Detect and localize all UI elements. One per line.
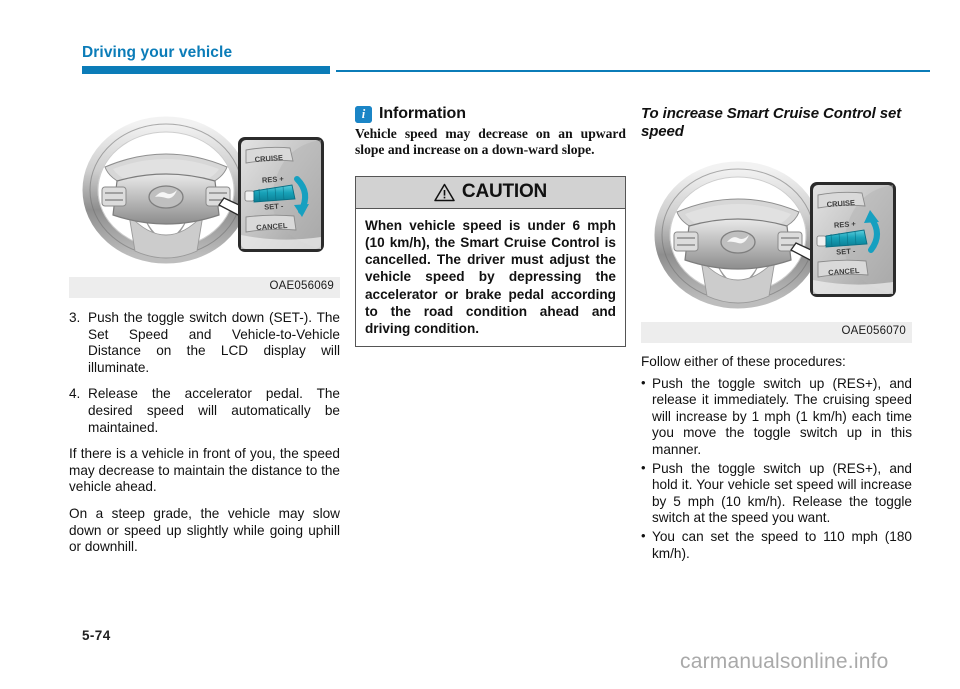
header-rule-line [336,70,930,72]
figure-left-code: OAE056069 [269,280,334,292]
figure-left [69,105,340,298]
column-right [641,105,912,564]
steering-wheel-diagram-res-up [641,150,912,322]
numbered-item-3-text: Push the toggle switch down (SET-). The Set Speed and Vehicle-to-Vehicle Distance on the LCD display will illuminate. [88,310,340,375]
numbered-item-4-text: Release the accelerator pedal. The desired speed will automatically be maintained. [88,386,340,435]
svg-text:RES +: RES + [261,174,285,185]
info-icon: i [355,106,372,123]
numbered-item-3-number: 3. [69,310,81,325]
bullet-text-1: Push the toggle switch up (RES+), and release it immediately. The cruising speed will increase by 1 mph (1 km/h) each time you move the toggle switch up in this manner. [652,375,912,457]
bullet-item-1 [641,376,912,459]
caution-header [355,176,626,209]
numbered-item-4 [69,386,340,436]
header-accent-bar [82,66,330,74]
figure-right-image [641,150,912,322]
bullet-marker-3: • [641,527,646,543]
numbered-item-3 [69,310,340,376]
warning-triangle-icon [434,183,455,202]
bullet-text-2: Push the toggle switch up (RES+), and hold it. Your vehicle set speed will increase by 5 mph (10 km/h). Release the toggle switch at the speed you want. [652,460,912,526]
caution-block [355,176,626,347]
paragraph-vehicle-in-front: If there is a vehicle in front of you, the speed may decrease to maintain the distance to the vehicle ahead. [69,446,340,495]
bullet-item-3 [641,529,912,562]
caution-body: When vehicle speed is under 6 mph (10 km/h), the Smart Cruise Control is cancelled. The driver must adjust the vehicle speed by depressing the accelerator or brake pedal according to the road condition ahead and driving condition. [355,209,626,347]
page-header-title: Driving your vehicle [82,44,233,61]
information-body: Vehicle speed may decrease on an upward slope and increase on a down-ward slope. [355,126,626,158]
column-left [69,105,340,556]
information-title: Information [379,105,466,122]
bullet-marker-2: • [641,459,646,475]
procedures-intro: Follow either of these procedures: [641,354,846,369]
figure-left-caption [69,277,340,298]
svg-text:CANCEL: CANCEL [255,220,288,233]
information-header [355,105,626,123]
figure-right [641,150,912,343]
figure-right-caption [641,322,912,343]
svg-text:CRUISE: CRUISE [826,198,856,209]
figure-left-image [69,105,340,277]
column-middle [355,105,626,347]
svg-text:CRUISE: CRUISE [254,153,284,164]
numbered-item-4-number: 4. [69,386,81,402]
svg-text:SET -: SET - [263,201,284,212]
bullet-marker-1: • [641,374,646,390]
steering-wheel-diagram-set-down [69,105,340,277]
page-number: 5-74 [82,628,111,643]
caution-title: CAUTION [461,181,548,203]
bullet-item-2 [641,461,912,527]
svg-text:CANCEL: CANCEL [827,265,860,278]
section-heading-increase-speed: To increase Smart Cruise Control set speed [641,105,902,140]
svg-text:SET -: SET - [835,246,856,257]
svg-text:RES +: RES + [833,219,857,230]
paragraph-steep-grade: On a steep grade, the vehicle may slow down or speed up slightly while going uphill or downhill. [69,505,340,555]
information-block [355,105,626,159]
bullet-text-3: You can set the speed to 110 mph (180 km/h). [652,528,912,561]
site-watermark: carmanualsonline.info [680,650,889,673]
figure-right-code: OAE056070 [841,325,906,337]
